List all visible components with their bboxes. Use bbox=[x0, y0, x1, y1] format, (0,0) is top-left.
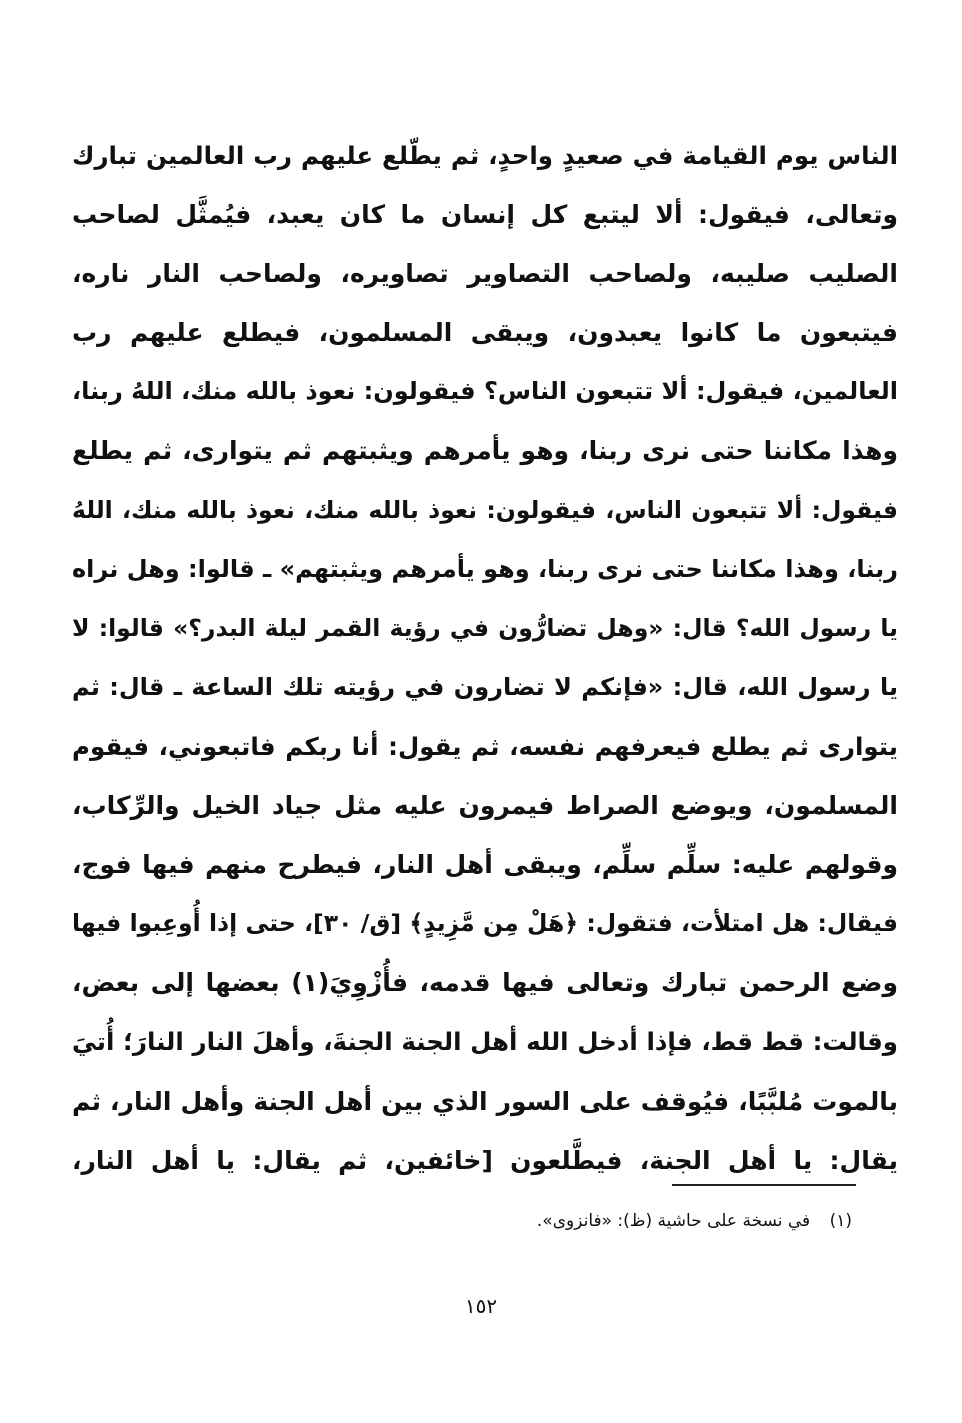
text-line: فيقال: هل امتلأت، فتقول: ﴿هَلْ مِن مَّزِيدٍ﴾ [ق/ ٣٠]، حتى إذا أُوعِبوا فيها bbox=[72, 909, 898, 938]
text-line: المسلمون، ويوضع الصراط فيمرون عليه مثل جياد الخيل والرِّكاب، bbox=[72, 791, 898, 821]
text-line: وهذا مكاننا حتى نرى ربنا، وهو يأمرهم ويثبتهم ثم يتوارى، ثم يطلع bbox=[72, 436, 898, 466]
text-line: يقال: يا أهل الجنة، فيطَّلعون [خائفين، ثم يقال: يا أهل النار، bbox=[72, 1145, 898, 1175]
footnote-marker: (١) bbox=[829, 1211, 852, 1231]
text-line: العالمين، فيقول: ألا تتبعون الناس؟ فيقولون: نعوذ بالله منك، اللهُ ربنا، bbox=[72, 377, 898, 406]
text-line: الصليب صليبه، ولصاحب التصاوير تصاويره، ولصاحب النار ناره، bbox=[72, 259, 898, 289]
text-line: وضع الرحمن تبارك وتعالى فيها قدمه، فأُزْوِيَ(١) بعضها إلى بعض، bbox=[72, 968, 898, 998]
text-line: ربنا، وهذا مكاننا حتى نرى ربنا، وهو يأمرهم ويثبتهم» ـ قالوا: وهل نراه bbox=[72, 554, 898, 583]
footnote-separator bbox=[672, 1184, 856, 1186]
footnote-text: في نسخة على حاشية (ظ): «فانزوى». bbox=[536, 1211, 811, 1231]
text-line: وقالت: قط قط، فإذا أدخل الله أهل الجنة الجنةَ، وأهلَ النار النارَ؛ أُتيَ bbox=[72, 1027, 898, 1057]
page-number: ١٥٢ bbox=[464, 1294, 498, 1318]
footnote bbox=[537, 1203, 852, 1239]
text-line: يتوارى ثم يطلع فيعرفهم نفسه، ثم يقول: أنا ربكم فاتبعوني، فيقوم bbox=[72, 731, 898, 761]
text-line: فيتبعون ما كانوا يعبدون، ويبقى المسلمون، فيطلع عليهم رب bbox=[72, 318, 898, 348]
body-text bbox=[72, 126, 898, 1190]
text-line: الناس يوم القيامة في صعيدٍ واحدٍ، ثم يطّلع عليهم رب العالمين تبارك bbox=[72, 141, 898, 170]
text-line: بالموت مُلبَّبًا، فيُوقف على السور الذي بين أهل الجنة وأهل النار، ثم bbox=[72, 1086, 898, 1116]
text-line: يا رسول الله؟ قال: «وهل تضارُّون في رؤية القمر ليلة البدر؟» قالوا: لا bbox=[72, 613, 898, 642]
text-line: وقولهم عليه: سلِّم سلِّم، ويبقى أهل النار، فيطرح منهم فيها فوج، bbox=[72, 850, 898, 880]
text-line: فيقول: ألا تتبعون الناس، فيقولون: نعوذ بالله منك، نعوذ بالله منك، اللهُ bbox=[72, 495, 898, 524]
text-line: وتعالى، فيقول: ألا ليتبع كل إنسان ما كان يعبد، فيُمثَّل لصاحب bbox=[72, 200, 898, 230]
text-line: يا رسول الله، قال: «فإنكم لا تضارون في رؤيته تلك الساعة ـ قال: ثم bbox=[72, 672, 898, 701]
